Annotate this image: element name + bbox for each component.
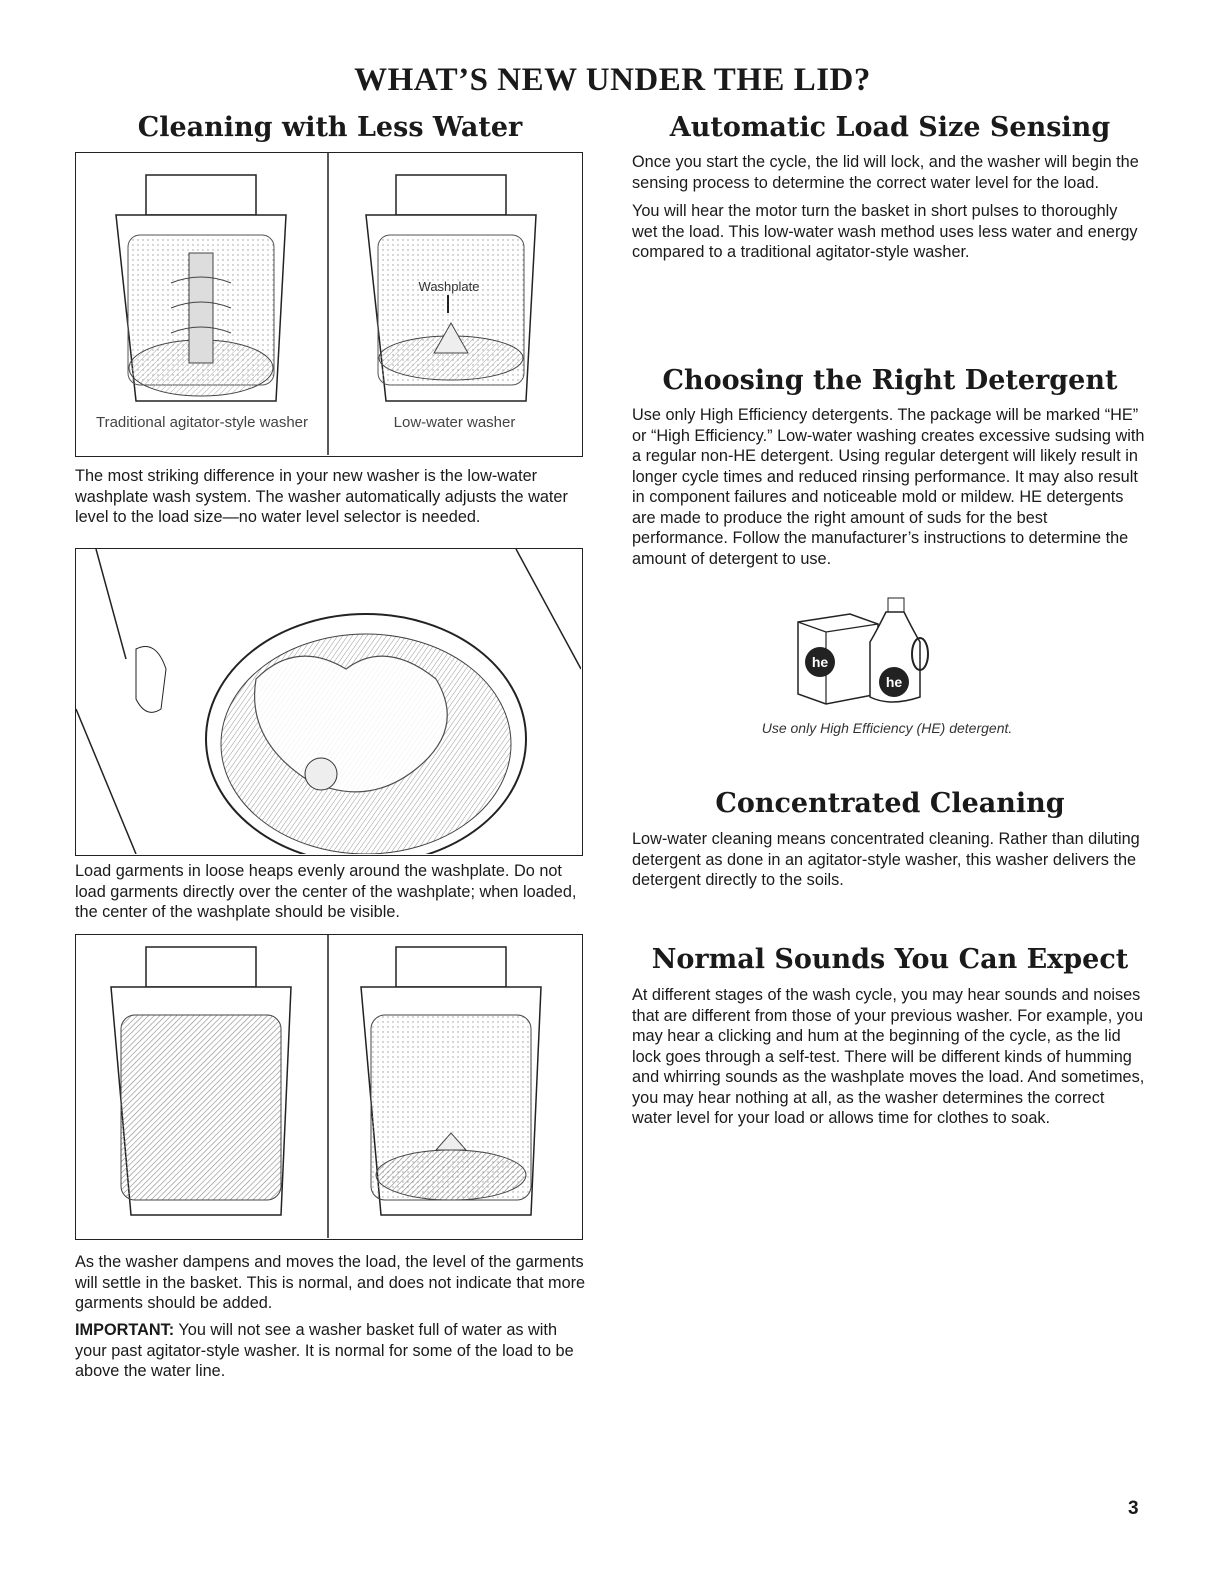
paragraph-sounds: At different stages of the wash cycle, you may hear sounds and noises that are different from those of your previous washer. For example, you may hear a clicking and hum at the beginning of the cycle, as the lid lock goes through a self-test. There will be different kinds of humming and whirring sounds as the washplate moves the load. And sometimes, you may hear nothing at all, as the washer determines the correct water level for your load or allows time for clothes to soak. — [632, 986, 1145, 1127]
section-heading-concentrated: Concentrated Cleaning — [715, 788, 1065, 819]
section-heading-detergent: Choosing the Right Detergent — [662, 365, 1118, 396]
paragraph-washplate-system: The most striking difference in your new washer is the low-water washplate wash system. The washer automatically adjusts the water level to the load size—no water level selector is needed. — [75, 467, 568, 526]
svg-text:he: he — [885, 674, 903, 690]
he-detergent-illustration — [790, 592, 950, 710]
figure-washer-comparison — [75, 152, 583, 457]
paragraph-loading-instructions: Load garments in loose heaps evenly around the washplate. Do not load garments directly over the center of the washplate; when loaded, the center of the washplate should be visible. — [75, 862, 577, 921]
caption-traditional-washer: Traditional agitator-style washer — [95, 414, 309, 431]
washer-comparison-illustration — [76, 153, 581, 455]
detergent-caption: Use only High Efficiency (HE) detergent. — [761, 720, 1013, 736]
section-heading-less-water: Cleaning with Less Water — [137, 112, 523, 143]
page-number: 3 — [1128, 1498, 1139, 1519]
paragraph-garments-settle: As the washer dampens and moves the load, the level of the garments will settle in the basket. This is normal, and does not indicate that more garments should be added. — [75, 1253, 586, 1312]
important-note — [75, 1320, 590, 1382]
washplate-label: Washplate — [418, 279, 480, 294]
section-heading-load-sensing: Automatic Load Size Sensing — [669, 112, 1111, 143]
loaded-washer-illustration — [76, 549, 581, 854]
figure-loaded-washplate — [75, 548, 583, 856]
important-text: You will not see a washer basket full of water as with your past agitator-style washer. It is normal for some of the load to be above the water line. — [75, 1321, 574, 1380]
section-heading-sounds: Normal Sounds You Can Expect — [651, 944, 1129, 975]
settled-load-illustration — [76, 935, 581, 1238]
paragraph-motor-pulses: You will hear the motor turn the basket in short pulses to thoroughly wet the load. This low-water wash method uses less water and energy compared to a traditional agitator-style washer. — [632, 202, 1138, 261]
paragraph-concentrated: Low-water cleaning means concentrated cleaning. Rather than diluting detergent as done in an agitator-style washer, this washer delivers the detergent directly to the soils. — [632, 830, 1140, 889]
paragraph-detergent: Use only High Efficiency detergents. The package will be marked “HE” or “High Efficiency.” Low-water washing creates excessive sudsing with a regular non-HE detergent. Using regular detergent will likely result in longer cycle times and reduced rinsing performance. It may also result in component failures and noticeable mold or mildew. HE detergents are made to produce the right amount of suds for the best performance. Follow the manufacturer’s instructions to determine the amount of detergent to use. — [632, 406, 1145, 568]
caption-low-water-washer: Low-water washer — [393, 414, 516, 431]
paragraph-sensing-process: Once you start the cycle, the lid will lock, and the washer will begin the sensing process to determine the correct water level for the load. — [632, 153, 1139, 192]
load-sensing-text — [632, 152, 1142, 271]
page-title: WHAT’S NEW UNDER THE LID? — [354, 62, 871, 98]
agitator-washer-drawing — [116, 175, 286, 401]
low-water-washer-drawing — [366, 175, 536, 401]
svg-text:he: he — [811, 654, 829, 670]
important-label: IMPORTANT: — [75, 1321, 175, 1339]
figure-settled-load — [75, 934, 583, 1240]
